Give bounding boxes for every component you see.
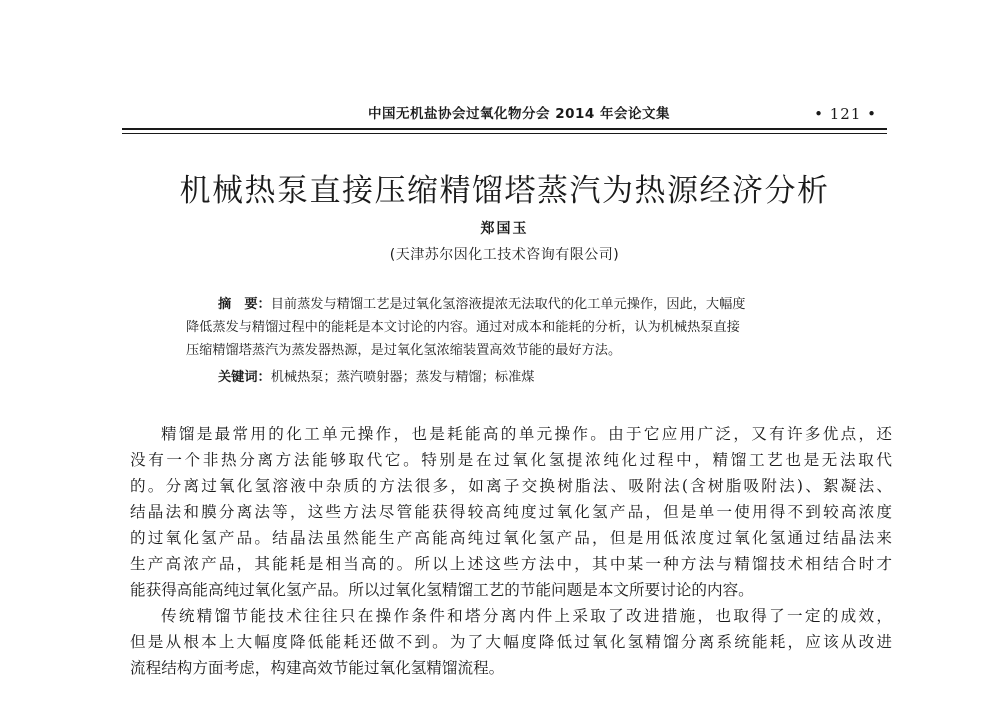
- running-header: [122, 104, 887, 124]
- abstract: [186, 293, 826, 362]
- body-line: 没有一个非热分离方法能够取代它。特别是在过氧化氢提浓纯化过程中，精馏工艺也是无法取代: [130, 451, 892, 469]
- abstract-line: 压缩精馏塔蒸汽为蒸发器热源，是过氧化氢浓缩装置高效节能的最好方法。: [186, 343, 622, 358]
- keywords-text: 机械热泵；蒸汽喷射器；蒸发与精馏；标准煤: [270, 370, 535, 385]
- body-line: 能获得高能高纯过氧化氢产品。所以过氧化氢精馏工艺的节能问题是本文所要讨论的内容。: [130, 581, 754, 599]
- body-line: 的过氧化氢产品。结晶法虽然能生产高能高纯过氧化氢产品，但是用低浓度过氧化氢通过结晶法来: [130, 529, 892, 547]
- abstract-label: 摘 要：: [218, 297, 271, 312]
- body-text: [130, 421, 892, 681]
- abstract-line: [186, 293, 826, 316]
- proceedings-title: 中国无机盐协会过氧化物分会 2014 年会论文集: [368, 106, 670, 122]
- page-number: • 121 •: [814, 105, 877, 123]
- header-rule-thin: [122, 133, 887, 134]
- author-affiliation: (天津苏尔因化工技术咨询有限公司): [389, 247, 620, 263]
- body-line: 结晶法和膜分离法等，这些方法尽管能获得较高纯度过氧化氢产品，但是单一使用得不到较高浓度: [130, 503, 892, 521]
- body-line: 但是从根本上大幅度降低能耗还做不到。为了大幅度降低过氧化氢精馏分离系统能耗，应该从改进: [130, 633, 892, 651]
- paper-title: 机械热泵直接压缩精馏塔蒸汽为热源经济分析: [179, 173, 830, 209]
- keywords: [218, 366, 535, 389]
- body-line: 生产高浓产品，其能耗是相当高的。所以上述这些方法中，其中某一种方法与精馏技术相结合时才: [130, 555, 892, 573]
- body-line: 精馏是最常用的化工单元操作，也是耗能高的单元操作。由于它应用广泛，又有许多优点，还: [161, 425, 892, 443]
- body-line: 传统精馏节能技术往往只在操作条件和塔分离内件上采取了改进措施，也取得了一定的成效，: [161, 607, 892, 625]
- body-line: 流程结构方面考虑，构建高效节能过氧化氢精馏流程。: [130, 659, 505, 677]
- abstract-text: 目前蒸发与精馏工艺是过氧化氢溶液提浓无法取代的化工单元操作，因此，大幅度: [270, 297, 746, 312]
- keywords-label: 关键词：: [218, 370, 271, 385]
- abstract-line: 降低蒸发与精馏过程中的能耗是本文讨论的内容。通过对成本和能耗的分析，认为机械热泵直接: [186, 320, 740, 335]
- body-line: 的。分离过氧化氢溶液中杂质的方法很多，如离子交换树脂法、吸附法(含树脂吸附法)、絮凝法、: [130, 477, 892, 495]
- author-name: 郑国玉: [480, 221, 529, 237]
- header-rule-thick: [122, 128, 887, 130]
